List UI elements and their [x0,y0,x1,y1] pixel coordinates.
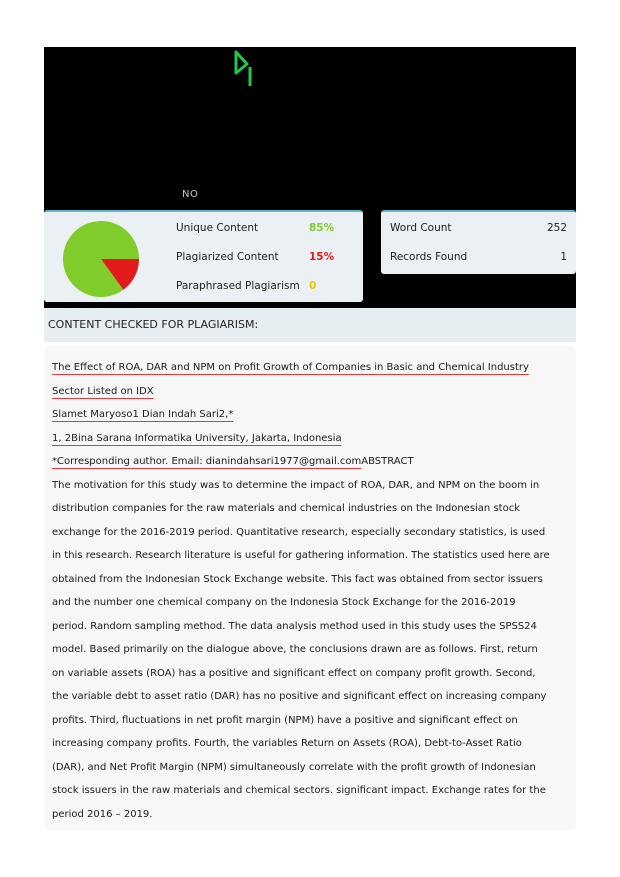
abstract-line: in this research. Research literature is useful for gathering information. The statistics used here are [52,550,550,561]
corresponding-author-email: *Corresponding author. Email: dianindahsari1977@gmail.com [52,456,362,467]
title-line-1: The Effect of ROA, DAR and NPM on Profit Growth of Companies in Basic and Chemical Industry [52,362,529,373]
corresponding-line [52,456,414,467]
abstract-line: exchange for the 2016-2019 period. Quantitative research, especially secondary statistics, is used [52,527,546,538]
checked-content-panel [44,346,576,830]
abstract-line: distribution companies for the raw materials and chemical industries on the Indonesian stock [52,503,520,514]
abstract-line: stock issuers in the raw materials and chemical sectors. significant impact. Exchange rates for the [52,785,546,796]
abstract-line: obtained from the Indonesian Stock Exchange website. This fact was obtained from sector issuers [52,574,543,585]
plagiarized-content-label: Plagiarized Content [176,251,279,263]
affiliation-line: 1, 2Bina Sarana Informatika University, Jakarta, Indonesia [52,433,342,444]
document-stats-card [381,210,576,274]
abstract-line: increasing company profits. Fourth, the variables Return on Assets (ROA), Debt-to-Asset Ratio [52,738,522,749]
title-line-2: Sector Listed on IDX [52,386,154,397]
section-title: CONTENT CHECKED FOR PLAGIARISM: [44,308,576,342]
abstract-heading: ABSTRACT [361,456,414,467]
abstract-line: the variable debt to asset ratio (DAR) has no positive and significant effect on increasing company [52,691,547,702]
word-count-label: Word Count [390,222,452,234]
plagiarism-checker-logo-icon [233,49,257,89]
abstract-line: and the number one chemical company on the Indonesia Stock Exchange for the 2016-2019 [52,597,516,608]
paraphrased-plagiarism-label: Paraphrased Plagiarism [176,280,300,292]
plagiarized-content-value: 15% [309,251,335,263]
unique-content-value: 85% [309,222,335,234]
unique-content-label: Unique Content [176,222,259,234]
records-found-label: Records Found [390,251,468,263]
paraphrased-plagiarism-value: 0 [309,280,317,292]
abstract-line: (DAR), and Net Profit Margin (NPM) simultaneously correlate with the profit growth of Indonesian [52,762,536,773]
header-caption: NO [182,189,199,200]
content-stats-card [44,210,363,302]
report-header [44,47,576,210]
word-count-value: 252 [546,222,567,234]
abstract-line: profits. Third, fluctuations in net profit margin (NPM) have a positive and significant effect on [52,715,518,726]
abstract-line: The motivation for this study was to determine the impact of ROA, DAR, and NPM on the boom in [52,480,540,491]
abstract-line: period 2016 – 2019. [52,809,153,820]
abstract-line: on variable assets (ROA) has a positive and significant effect on company profit growth. Second, [52,668,536,679]
records-found-value: 1 [560,251,567,263]
plagiarism-pie-chart [61,219,141,299]
authors-line: Slamet Maryoso1 Dian Indah Sari2,* [52,409,234,420]
abstract-line: model. Based primarily on the dialogue above, the conclusions drawn are as follows. First, return [52,644,538,655]
abstract-line: period. Random sampling method. The data analysis method used in this study uses the SPSS24 [52,621,537,632]
